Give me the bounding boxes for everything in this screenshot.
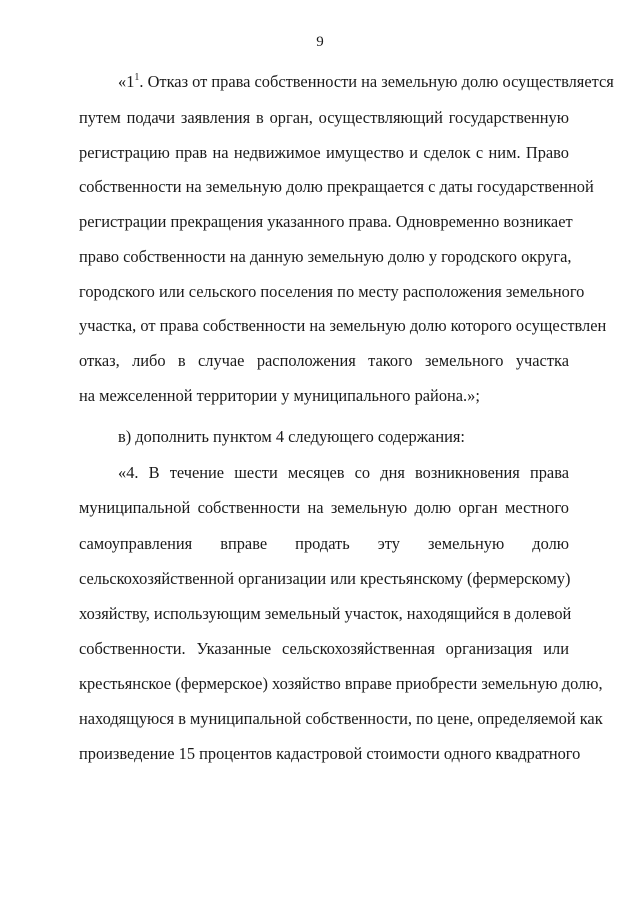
- paragraph-1-line-1: [118, 71, 614, 92]
- paragraph-3-line-5: хозяйству, использующим земельный участок, находящийся в долевой: [79, 604, 572, 623]
- paragraph-3-line-4: сельскохозяйственной организации или крестьянскому (фермерскому): [79, 569, 571, 588]
- paragraph-3-line-6: собственности. Указанные сельскохозяйственная организация или: [79, 639, 569, 658]
- paragraph-1-line-3: регистрацию прав на недвижимое имущество и сделок с ним. Право: [79, 143, 569, 162]
- paragraph-1-line-1-text: . Отказ от права собственности на земельную долю осуществляется: [139, 72, 614, 91]
- paragraph-3-line-7: крестьянское (фермерское) хозяйство вправе приобрести земельную долю,: [79, 674, 603, 693]
- paragraph-2-line-1: в) дополнить пунктом 4 следующего содержания:: [118, 427, 465, 446]
- paragraph-1-superscript: 1: [134, 71, 140, 83]
- paragraph-3-line-8: находящуюся в муниципальной собственности, по цене, определяемой как: [79, 709, 603, 728]
- paragraph-1-line-6: право собственности на данную земельную долю у городского округа,: [79, 247, 572, 266]
- paragraph-3-line-1: «4. В течение шести месяцев со дня возникновения права: [118, 463, 569, 482]
- paragraph-1-line-9: отказ, либо в случае расположения такого земельного участка: [79, 351, 569, 370]
- paragraph-1-line-8: участка, от права собственности на земельную долю которого осуществлен: [79, 316, 607, 335]
- paragraph-1-line-2: путем подачи заявления в орган, осуществляющий государственную: [79, 108, 569, 127]
- page-number: 9: [316, 34, 324, 50]
- paragraph-1-line-4: собственности на земельную долю прекращается с даты государственной: [79, 177, 594, 196]
- paragraph-1-lead: «1: [118, 72, 135, 91]
- paragraph-1-line-10: на межселенной территории у муниципального района.»;: [79, 386, 480, 405]
- paragraph-1-line-5: регистрации прекращения указанного права. Одновременно возникает: [79, 212, 573, 231]
- paragraph-3-line-9: произведение 15 процентов кадастровой стоимости одного квадратного: [79, 744, 581, 763]
- paragraph-3-line-3: самоуправления вправе продать эту земельную долю: [79, 534, 569, 553]
- paragraph-3-line-2: муниципальной собственности на земельную долю орган местного: [79, 498, 569, 517]
- paragraph-1-line-7: городского или сельского поселения по месту расположения земельного: [79, 282, 585, 301]
